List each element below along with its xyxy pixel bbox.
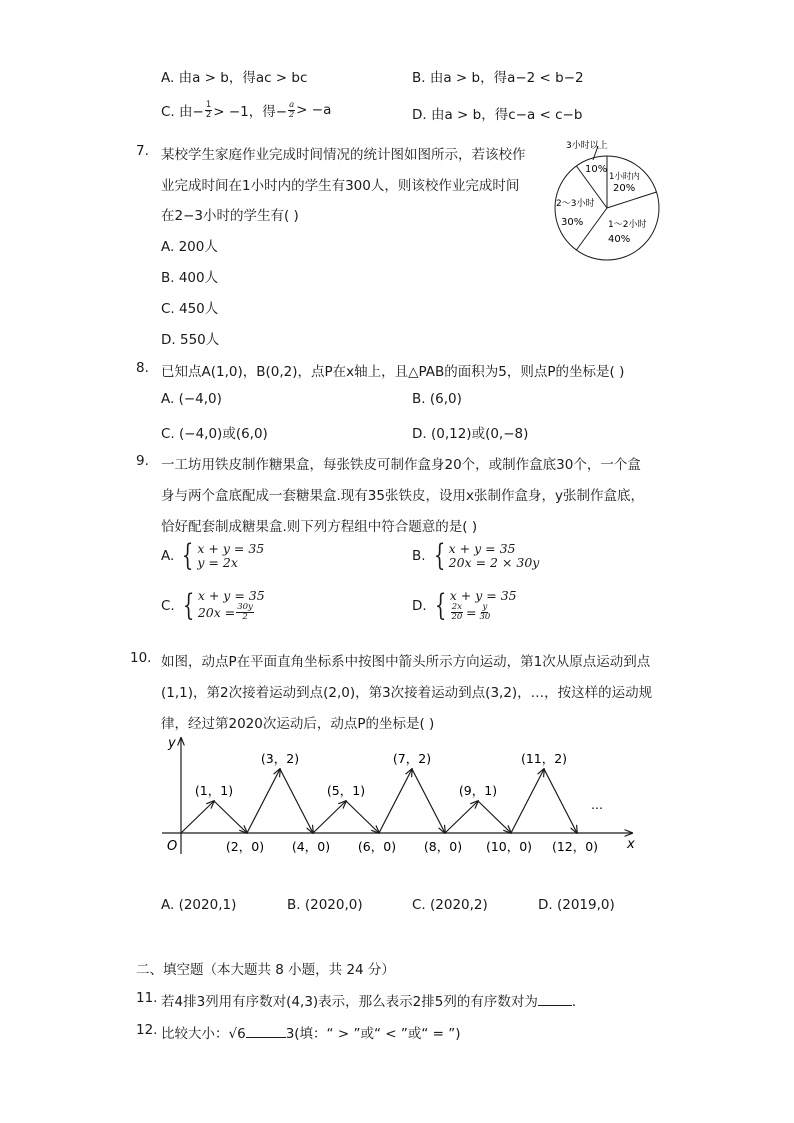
path-segment-7 <box>379 769 412 833</box>
q7-stem-line1: 某校学生家庭作业完成时间情况的统计图如图所示，若该校作 <box>161 147 526 163</box>
q8-option-d: D. (0,12)或(0,−8) <box>412 426 529 442</box>
path-segment-3 <box>247 769 280 833</box>
section-title: 二、填空题（本大题共 8 小题，共 24 分） <box>136 962 395 978</box>
path-segment-5 <box>313 801 346 833</box>
q12-stem: 比较大小：√6 3(填：“ > ”或“ < ”或“ = ”) <box>161 1026 461 1042</box>
q9-b-label: B. <box>412 548 426 564</box>
axis-point-label-5: (10，0) <box>485 839 533 854</box>
q11-number: 11. <box>136 990 158 1006</box>
q9-a-eq1: x + y = 35 <box>197 541 265 556</box>
brace-icon: { <box>182 587 194 623</box>
pie-divider-3 <box>576 208 607 250</box>
brace-icon: { <box>434 587 446 623</box>
q8-number: 8. <box>136 360 149 376</box>
q9-option-d <box>412 589 517 622</box>
q10-stem-line3: 律，经过第2020次运动后，动点P的坐标是( ) <box>161 716 435 732</box>
q7-stem-line2: 业完成时间在1小时内的学生有300人，则该校作业完成时间 <box>161 178 520 194</box>
q8-stem: 已知点A(1,0)，B(0,2)，点P在x轴上，且△PAB的面积为5，则点P的坐标是( ) <box>161 364 625 380</box>
q6-option-a: A. 由a > b，得ac > bc <box>161 70 308 86</box>
q9-c-label: C. <box>161 597 175 614</box>
brace-icon: { <box>433 538 445 573</box>
q10-option-b: B. (2020,0) <box>287 897 363 913</box>
q9-number: 9. <box>136 453 149 469</box>
q9-option-b <box>412 538 540 573</box>
axis-point-label-4: (8，0) <box>423 839 463 854</box>
q8-option-b: B. (6,0) <box>412 391 462 407</box>
q9-stem-line3: 恰好配套制成糖果盒.则下列方程组中符合题意的是( ) <box>161 519 478 535</box>
q8-option-a: A. (−4,0) <box>161 391 222 407</box>
axis-point-label-6: (12，0) <box>551 839 599 854</box>
q10-stem-line1: 如图，动点P在平面直角坐标系中按图中箭头所示方向运动，第1次从原点运动到点 <box>161 654 651 670</box>
path-segment-1 <box>181 801 214 833</box>
brace-icon: { <box>182 538 194 573</box>
q12-answer-blank[interactable] <box>246 1037 286 1038</box>
path-segment-2 <box>214 801 247 833</box>
q9-option-c <box>161 589 265 622</box>
axis-point-label-3: (6，0) <box>357 839 397 854</box>
q10-option-a: A. (2020,1) <box>161 897 237 913</box>
q6-c-suffix: > −a <box>296 102 332 118</box>
q10-stem-line2: (1,1)，第2次接着运动到点(2,0)，第3次接着运动到点(3,2)，…，按这样的运动规 <box>161 685 653 701</box>
q9-b-eq2: 20x = 2 × 30y <box>448 555 540 570</box>
q9-c-eq2: 20x = $\frac{30y}{2}$ <box>197 602 253 622</box>
q11-stem: 若4排3列用有序数对(4,3)表示，那么表示2排5列的有序数对为 . <box>161 994 577 1010</box>
q7-option-c: C. 450人 <box>161 301 219 317</box>
origin-label: O <box>167 839 178 854</box>
q10-option-c: C. (2020,2) <box>412 897 488 913</box>
pie-pct-1to2: 40% <box>608 234 631 245</box>
q7-option-a: A. 200人 <box>161 239 218 255</box>
path-segment-10 <box>478 801 511 833</box>
q6-c-middle: > −1，得− <box>213 104 288 120</box>
graph-ellipsis: … <box>591 798 603 812</box>
pie-pct-2to3: 30% <box>561 217 584 228</box>
y-axis-label: y <box>168 736 176 751</box>
q9-d-label: D. <box>412 597 427 614</box>
q9-d-eq2: $\frac{2x}{20}$ = $\frac{y}{30}$ <box>451 602 491 622</box>
axis-point-label-2: (4，0) <box>291 839 331 854</box>
q9-b-eq1: x + y = 35 <box>448 541 516 556</box>
pie-pct-over3: 10% <box>585 164 608 175</box>
pie-divider-2 <box>607 192 657 208</box>
q7-option-d: D. 550人 <box>161 332 220 348</box>
q6-c-fraction2: $\frac{a}{2}$ <box>288 99 295 120</box>
path-segment-9 <box>445 801 478 833</box>
q6-option-d: D. 由a > b，得c−a < c−b <box>412 107 583 123</box>
q7-option-b: B. 400人 <box>161 270 219 286</box>
path-segment-6 <box>346 801 379 833</box>
pie-label-within1: 1小时内 <box>609 172 640 182</box>
point-label-3: (5，1) <box>326 783 366 798</box>
x-axis-label: x <box>627 837 635 852</box>
path-segment-12 <box>544 769 577 833</box>
q10-coordinate-graph <box>158 732 648 862</box>
q11-answer-blank[interactable] <box>538 1005 572 1006</box>
q9-stem-line2: 身与两个盒底配成一套糖果盒.现有35张铁皮，设用x张制作盒身，y张制作盒底， <box>161 488 644 504</box>
q9-stem-line1: 一工坊用铁皮制作糖果盒，每张铁皮可制作盒身20个，或制作盒底30个，一个盒 <box>161 457 641 473</box>
q9-a-eq2: y = 2x <box>197 555 238 570</box>
q6-option-b: B. 由a > b，得a−2 < b−2 <box>412 70 584 86</box>
q6-c-prefix: C. 由− <box>161 104 204 120</box>
path-segments <box>181 769 577 833</box>
q6-option-c <box>161 100 331 120</box>
point-label-4: (7，2) <box>392 751 432 766</box>
q9-a-label: A. <box>161 548 175 564</box>
pie-pct-within1: 20% <box>613 183 636 194</box>
q9-d-eq1: x + y = 35 <box>449 588 517 603</box>
point-label-1: (1，1) <box>194 783 234 798</box>
q7-stem-line3: 在2−3小时的学生有( ) <box>161 208 299 224</box>
point-labels <box>195 751 598 854</box>
pie-label-over3: 3小时以上 <box>566 141 608 151</box>
path-segment-4 <box>280 769 313 833</box>
q12-number: 12. <box>136 1022 158 1038</box>
q9-c-eq1: x + y = 35 <box>197 588 265 603</box>
q8-option-c: C. (−4,0)或(6,0) <box>161 426 268 442</box>
point-label-2: (3，2) <box>260 751 300 766</box>
axis-point-label-1: (2，0) <box>225 839 265 854</box>
path-segment-8 <box>412 769 445 833</box>
q7-pie-chart <box>546 136 664 264</box>
q6-c-fraction: $\frac{1}{2}$ <box>205 99 212 120</box>
q10-option-d: D. (2019,0) <box>538 897 615 913</box>
q9-option-a <box>161 538 265 573</box>
pie-label-1to2: 1～2小时 <box>608 220 647 230</box>
path-segment-11 <box>511 769 544 833</box>
point-label-5: (9，1) <box>458 783 498 798</box>
pie-label-2to3: 2～3小时 <box>556 199 595 209</box>
point-label-6: (11，2) <box>520 751 568 766</box>
q7-number: 7. <box>136 143 149 159</box>
q10-number: 10. <box>130 650 152 666</box>
